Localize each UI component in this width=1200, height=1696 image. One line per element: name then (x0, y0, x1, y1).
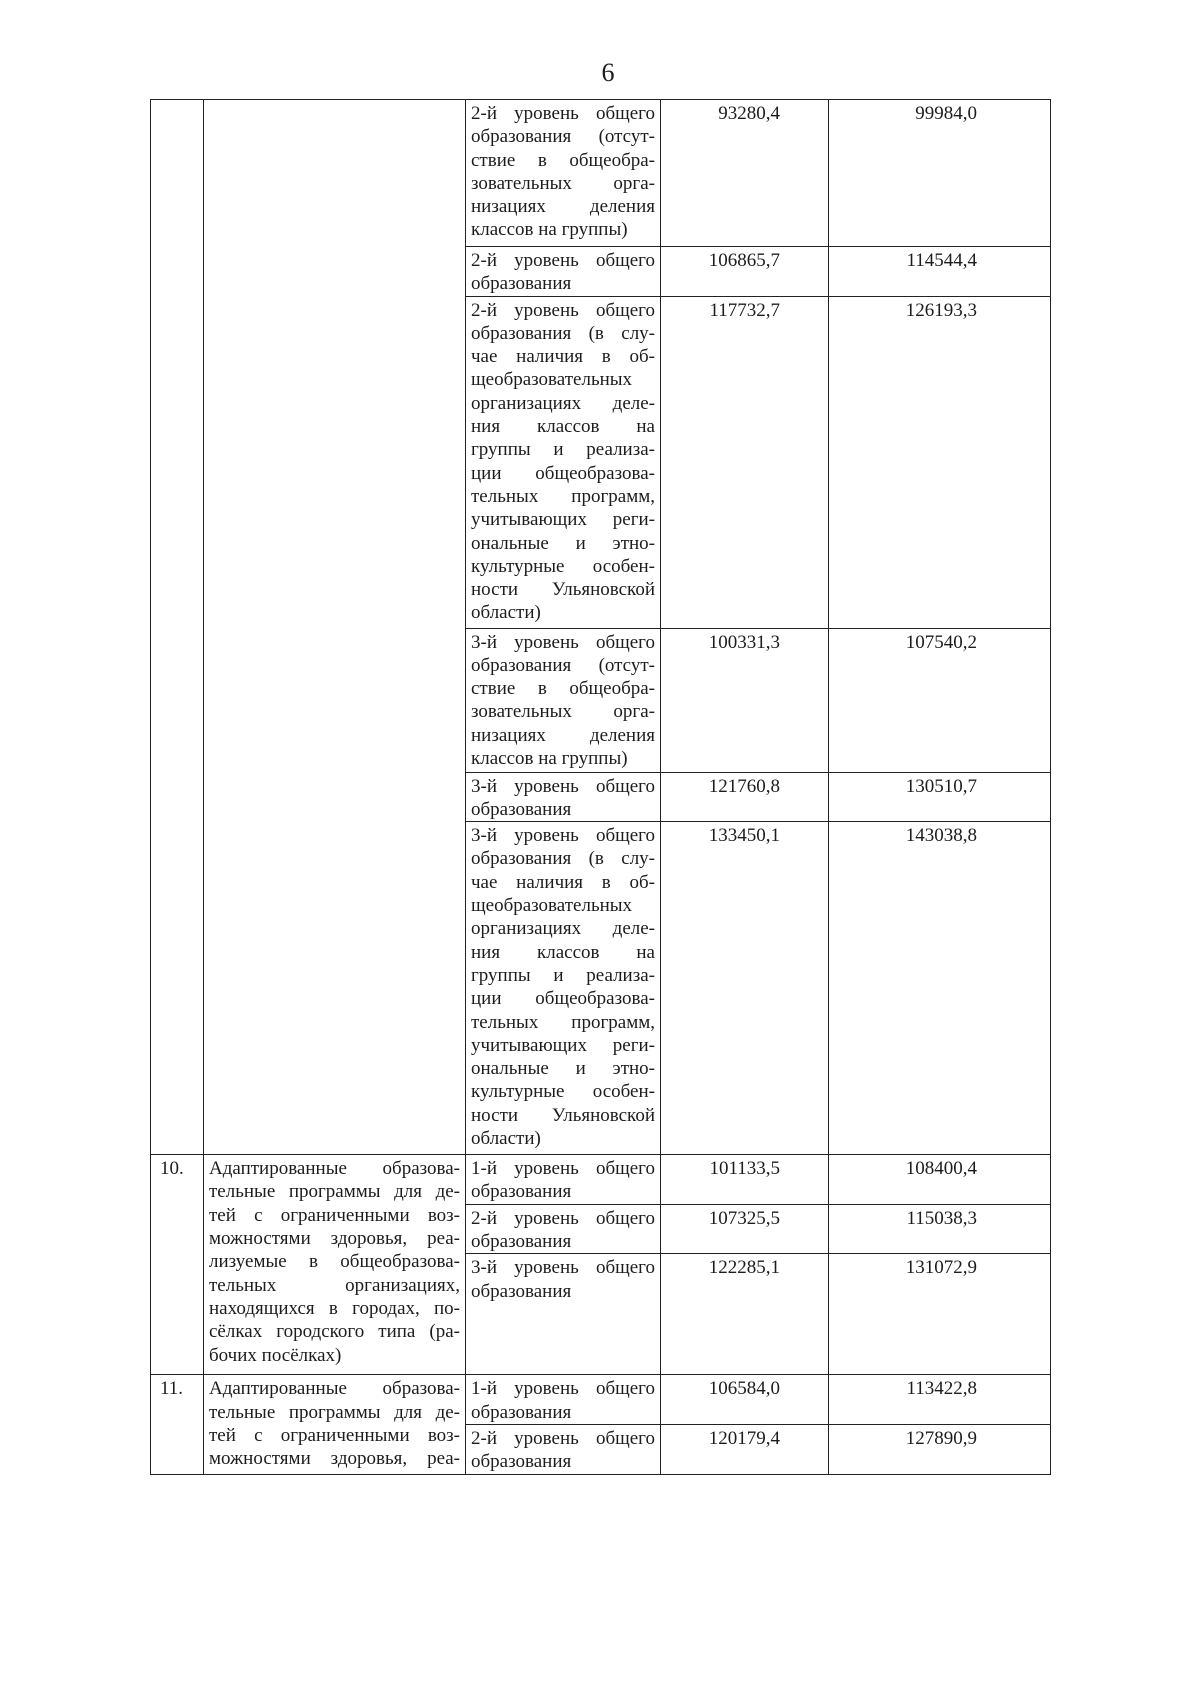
education-level-line: образования (471, 1451, 572, 1473)
description-line: можностями здоровья, реа- (209, 1448, 460, 1470)
education-level (466, 772, 661, 822)
education-level-line: ции общеобразова- (471, 988, 655, 1010)
amount-column-1: 117732,7 (661, 296, 829, 628)
table-body (151, 100, 1051, 1475)
table-row (151, 100, 1051, 247)
education-level-line: образования (471, 1401, 572, 1423)
amount-column-1: 93280,4 (661, 100, 829, 247)
education-level (466, 1254, 661, 1375)
amount-column-2: 113422,8 (829, 1375, 1051, 1425)
education-level-line: области) (471, 1128, 541, 1150)
program-description (204, 100, 466, 1155)
education-level-line: образования (471, 273, 572, 295)
description-line: бочих посёлках) (209, 1344, 342, 1366)
education-level-line: образования (отсут- (471, 654, 655, 676)
program-description (204, 1375, 466, 1474)
education-level-line: учитывающих реги- (471, 509, 655, 531)
description-line: тельных организациях, (209, 1274, 460, 1296)
table-row (151, 1375, 1051, 1425)
education-level-line: тельных программ, (471, 1011, 655, 1033)
education-level-line: классов на группы) (471, 748, 628, 770)
education-level (466, 296, 661, 628)
education-level (466, 247, 661, 297)
amount-column-1: 122285,1 (661, 1254, 829, 1375)
education-level-line: щеобразовательных (471, 895, 633, 917)
education-level (466, 822, 661, 1155)
education-level-line: низациях деления (471, 196, 655, 218)
education-level-line: образования (471, 1280, 572, 1302)
education-level-line: 3-й уровень общего (471, 775, 655, 797)
education-level-line: образования (471, 1181, 572, 1203)
amount-column-1: 107325,5 (661, 1204, 829, 1254)
amount-column-1: 106865,7 (661, 247, 829, 297)
description-line: лизуемые в общеобразова- (209, 1251, 460, 1273)
education-level-line: области) (471, 602, 541, 624)
amount-column-2: 127890,9 (829, 1424, 1051, 1474)
description-line: находящихся в городах, по- (209, 1297, 460, 1319)
amount-column-1: 100331,3 (661, 628, 829, 772)
education-level (466, 1155, 661, 1205)
description-line: тей с ограниченными воз- (209, 1424, 460, 1446)
description-line: сёлках городского типа (ра- (209, 1321, 460, 1343)
education-level-line: ции общеобразова- (471, 462, 655, 484)
education-level (466, 1424, 661, 1474)
education-level-line: ности Ульяновской (471, 579, 655, 601)
education-level-line: ния классов на (471, 416, 655, 438)
education-level-line: 2-й уровень общего (471, 1427, 655, 1449)
education-level-line: ствие в общеобра- (471, 149, 655, 171)
education-level-line: щеобразовательных (471, 369, 633, 391)
description-line: Адаптированные образова- (209, 1158, 460, 1180)
education-level-line: 2-й уровень общего (471, 103, 655, 124)
description-line: тельные программы для де- (209, 1401, 460, 1423)
program-description (204, 1155, 466, 1375)
education-level-line: образования (отсут- (471, 126, 655, 148)
education-level-line: 2-й уровень общего (471, 250, 655, 271)
education-level-line: ния классов на (471, 941, 655, 963)
education-level (466, 628, 661, 772)
table-row (151, 1155, 1051, 1205)
row-number (151, 100, 204, 1155)
education-level-line: культурные особен- (471, 555, 655, 577)
education-level-line: образования (471, 798, 572, 820)
row-number: 11. (151, 1375, 204, 1474)
education-level-line: образования (в слу- (471, 322, 655, 344)
education-level-line: группы и реализа- (471, 964, 655, 986)
description-line: Адаптированные образова- (209, 1378, 460, 1400)
education-level-line: зовательных орга- (471, 172, 655, 194)
education-level-line: ности Ульяновской (471, 1104, 655, 1126)
amount-column-2: 115038,3 (829, 1204, 1051, 1254)
education-level-line: учитывающих реги- (471, 1034, 655, 1056)
page-number: 6 (601, 58, 615, 87)
amount-column-2: 107540,2 (829, 628, 1051, 772)
amount-column-2: 99984,0 (829, 100, 1051, 247)
amount-column-2: 126193,3 (829, 296, 1051, 628)
amount-column-1: 121760,8 (661, 772, 829, 822)
description-line: можностями здоровья, реа- (209, 1228, 460, 1250)
description-line: тельные программы для де- (209, 1181, 460, 1203)
education-level-line: 3-й уровень общего (471, 631, 655, 653)
education-level (466, 100, 661, 247)
education-level-line: классов на группы) (471, 219, 628, 241)
tariff-table (150, 99, 1051, 1475)
amount-column-2: 131072,9 (829, 1254, 1051, 1375)
education-level-line: культурные особен- (471, 1081, 655, 1103)
amount-column-2: 143038,8 (829, 822, 1051, 1155)
education-level-line: 2-й уровень общего (471, 1207, 655, 1229)
education-level-line: 3-й уровень общего (471, 825, 655, 847)
education-level-line: 2-й уровень общего (471, 299, 655, 321)
amount-column-2: 114544,4 (829, 247, 1051, 297)
education-level-line: 3-й уровень общего (471, 1257, 655, 1279)
amount-column-2: 108400,4 (829, 1155, 1051, 1205)
description-line: тей с ограниченными воз- (209, 1204, 460, 1226)
education-level-line: организациях деле- (471, 392, 655, 414)
education-level-line: чае наличия в об- (471, 871, 655, 893)
amount-column-1: 106584,0 (661, 1375, 829, 1425)
education-level-line: ональные и этно- (471, 532, 655, 554)
education-level-line: образования (471, 1231, 572, 1253)
education-level-line: 1-й уровень общего (471, 1378, 655, 1400)
amount-column-1: 120179,4 (661, 1424, 829, 1474)
amount-column-2: 130510,7 (829, 772, 1051, 822)
row-number: 10. (151, 1155, 204, 1375)
education-level-line: низациях деления (471, 724, 655, 746)
amount-column-1: 101133,5 (661, 1155, 829, 1205)
education-level (466, 1204, 661, 1254)
education-level-line: ствие в общеобра- (471, 678, 655, 700)
amount-column-1: 133450,1 (661, 822, 829, 1155)
education-level (466, 1375, 661, 1425)
education-level-line: чае наличия в об- (471, 346, 655, 368)
education-level-line: зовательных орга- (471, 701, 655, 723)
education-level-line: ональные и этно- (471, 1058, 655, 1080)
education-level-line: образования (в слу- (471, 848, 655, 870)
education-level-line: 1-й уровень общего (471, 1158, 655, 1180)
education-level-line: тельных программ, (471, 485, 655, 507)
education-level-line: группы и реализа- (471, 439, 655, 461)
education-level-line: организациях деле- (471, 918, 655, 940)
